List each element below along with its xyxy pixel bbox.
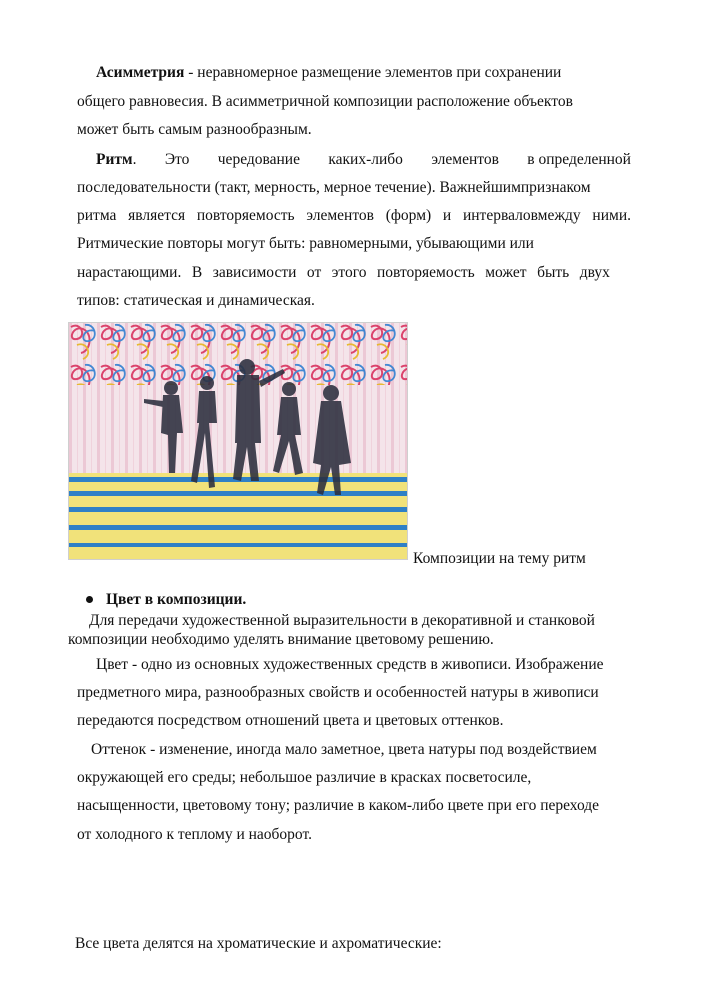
rhythm-line-1 [96,150,631,170]
rhythm-word: интерваловмежду [462,207,581,224]
rhythm-word: от [306,264,322,281]
rhythm-line-4: Ритмические повторы могут быть: равномерными, убывающими или [77,235,534,252]
color-p3-line-3: насыщенности, цветовому тону; различие в каком-либо цвете при его переходе [77,797,600,814]
rhythm-line-5 [77,263,610,283]
rhythm-line-6: типов: статическая и динамическая. [77,292,315,309]
rhythm-word: ритма [77,207,117,224]
rhythm-word: чередование [217,151,300,168]
rhythm-word: (форм) [385,207,432,224]
asymmetry-line-3: может быть самым разнообразным. [77,121,312,138]
rhythm-word: зависимости [212,264,297,281]
asymmetry-definition: - неравномерное размещение элементов при сохранении [184,64,562,81]
color-section-heading [106,590,246,610]
rhythm-word: ними. [592,207,631,224]
rhythm-word: быть [537,264,570,281]
color-p2-line-3: передаются посредством отношений цвета и цветовых оттенков. [77,712,504,729]
rhythm-word: В [191,264,203,281]
bullet-dot-icon [86,596,93,603]
rhythm-word: в определенной [527,151,631,168]
rhythm-word: и [442,207,452,224]
figure-caption: Композиции на тему ритм [413,550,586,567]
rhythm-word: является [128,207,186,224]
rhythm-line-3 [77,206,631,226]
color-p1-line-2: композиции необходимо уделять внимание цветовому решению. [68,631,494,648]
rhythm-word: . [132,151,137,168]
rhythm-term-group [96,150,136,170]
rhythm-word: может [485,264,527,281]
asymmetry-term: Асимметрия [96,64,185,81]
asymmetry-line-2: общего равновесия. В асимметричной композиции расположение объектов [77,93,573,110]
color-p2-line-1: Цвет - одно из основных художественных средств в живописи. Изображение [96,656,604,673]
rhythm-line-2: последовательности (такт, мерность, мерное течение). Важнейшимпризнаком [77,179,591,196]
rhythm-word: этого [331,264,367,281]
rhythm-word: нарастающими. [77,264,182,281]
rhythm-composition-image [68,322,408,560]
color-p3-line-4: от холодного к теплому и наоборот. [77,826,312,843]
rhythm-term: Ритм [96,151,133,168]
color-heading-text: Цвет в композиции. [106,591,247,608]
rhythm-word: элементов [306,207,374,224]
rhythm-word: повторяемость [196,207,295,224]
rhythm-word: элементов [431,151,499,168]
color-p1-line-1: Для передачи художественной выразительности в декоративной и станковой [89,612,595,629]
asymmetry-line-1 [96,63,561,83]
rhythm-word: повторяемость [376,264,475,281]
rhythm-word: Это [164,151,190,168]
color-p2-line-2: предметного мира, разнообразных свойств и особенностей натуры в живописи [77,684,599,701]
color-p3-line-2: окружающей его среды; небольшое различие в красках посветосиле, [77,769,532,786]
color-p4-line-1: Все цвета делятся на хроматические и ахроматические: [75,935,442,952]
rhythm-word: двух [579,264,610,281]
color-p3-line-1: Оттенок - изменение, иногда мало заметное, цвета натуры под воздействием [91,741,597,758]
rhythm-word: каких-либо [328,151,403,168]
